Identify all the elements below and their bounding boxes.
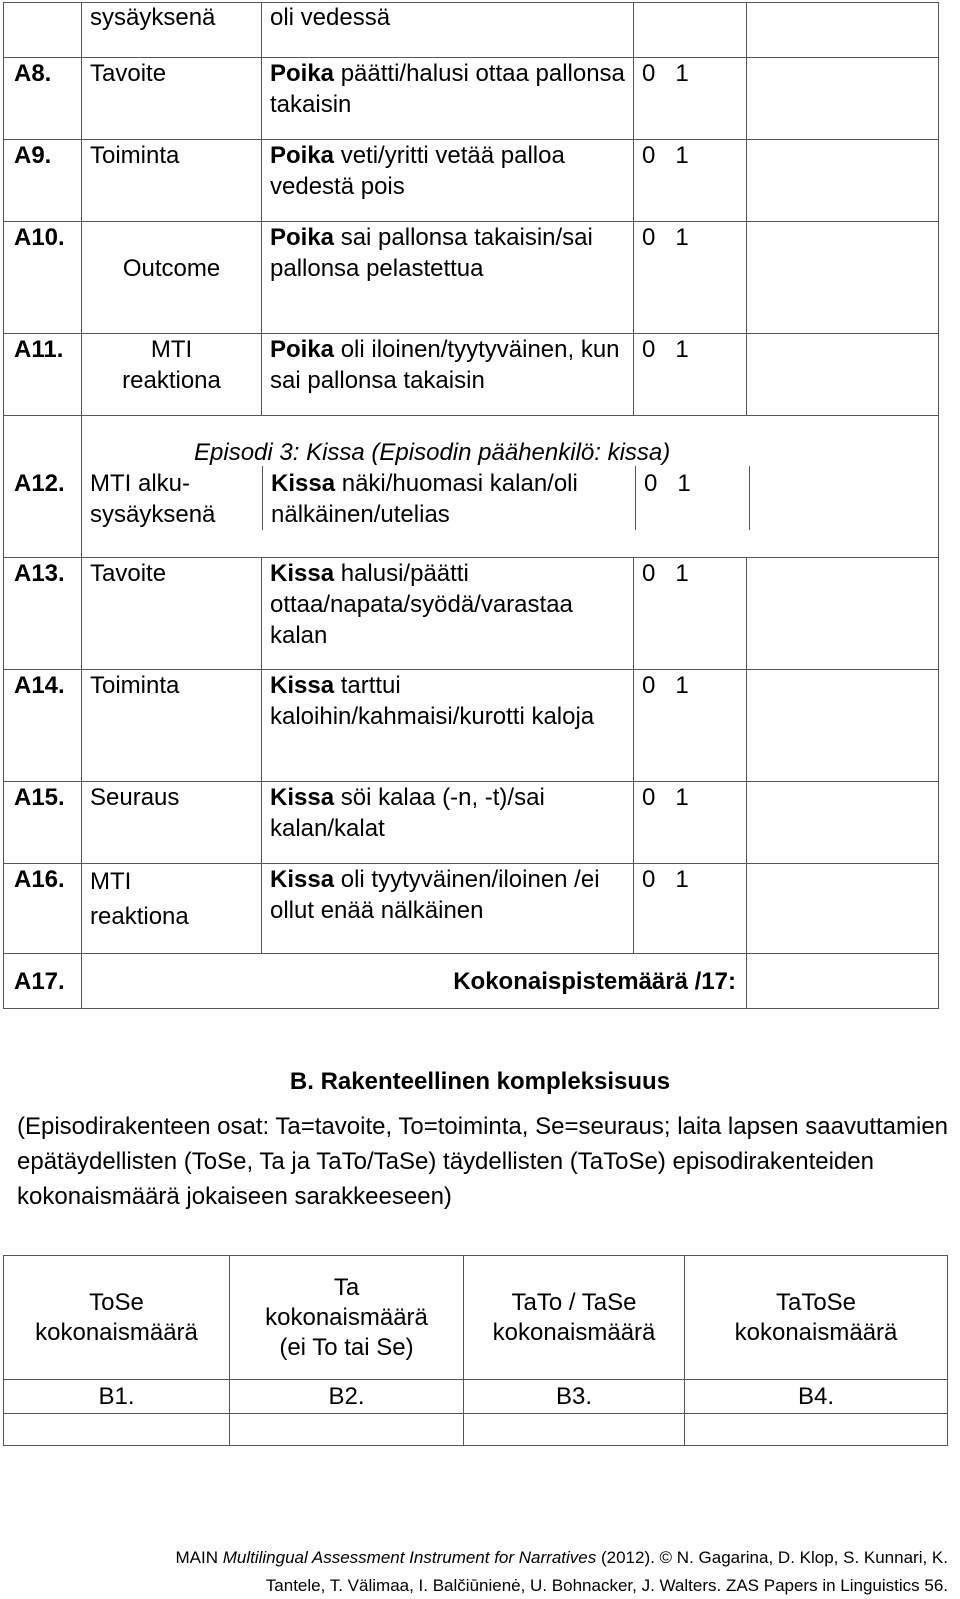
table-row xyxy=(4,334,939,416)
episode-heading: Episodi 3: Kissa (Episodin päähenkilö: kissa) xyxy=(194,439,671,466)
blank-cell xyxy=(747,58,939,140)
score-options: 0 1 xyxy=(634,670,747,782)
description-text: tarttui kaloihin/kahmaisi/kurotti kaloja xyxy=(270,672,595,730)
episode-first-row xyxy=(82,468,938,530)
description-text: oli iloinen/tyytyväinen, kun sai pallonsa takaisin xyxy=(270,336,620,394)
totals-table xyxy=(3,1255,948,1446)
section-instructions: (Episodirakenteen osat: Ta=tavoite, To=toiminta, Se=seuraus; laita lapsen saavuttamien epätäydellisten (ToSe, Ta ja TaTo/TaSe) täydellisten (TaToSe) episodirakenteiden kokonaismäärä jokaiseen sarakkeeseen) xyxy=(17,1113,949,1210)
description-cell xyxy=(262,466,635,530)
row-id-cell xyxy=(4,3,82,58)
row-id: A8. xyxy=(4,58,82,140)
category-cell: sysäyksenä xyxy=(82,3,262,58)
table-row xyxy=(4,140,939,222)
score-options: 0 1 xyxy=(635,466,749,530)
description-cell xyxy=(262,334,634,416)
description-cell xyxy=(262,782,634,864)
scoring-table xyxy=(3,2,939,1009)
blank-cell xyxy=(747,3,939,58)
category-text: Outcome xyxy=(122,255,221,282)
totals-code-row xyxy=(4,1380,948,1414)
column-header-ta xyxy=(230,1256,464,1380)
table-row xyxy=(4,864,939,954)
row-id: A13. xyxy=(4,558,82,670)
description-text: oli tyytyväinen/iloinen /ei ollut enää nälkäinen xyxy=(270,866,600,924)
total-score-label: Kokonaispistemäärä /17: xyxy=(82,954,747,1009)
blank-cell xyxy=(747,670,939,782)
footer-title: Multilingual Assessment Instrument for Narratives xyxy=(222,1548,597,1567)
description-text: halusi/päätti ottaa/napata/syödä/varastaa kalan xyxy=(270,560,573,649)
row-id: A15. xyxy=(4,782,82,864)
blank-cell xyxy=(747,222,939,334)
row-id: A11. xyxy=(4,334,82,416)
totals-entry-row xyxy=(4,1414,948,1446)
score-options: 0 1 xyxy=(634,864,747,954)
score-options: 0 1 xyxy=(634,782,747,864)
blank-cell xyxy=(747,782,939,864)
subject-label: Kissa xyxy=(270,560,335,587)
footer-suffix: (2012). © N. Gagarina, D. Klop, S. Kunnari, K. xyxy=(596,1548,948,1567)
description-text: päätti/halusi ottaa pallonsa takaisin xyxy=(270,60,625,118)
footer-prefix: MAIN xyxy=(175,1548,223,1567)
description-text: veti/yritti vetää palloa vedestä pois xyxy=(270,142,565,200)
total-score-field xyxy=(747,954,939,1009)
subject-label: Kissa xyxy=(270,784,335,811)
header-line: TaToSe xyxy=(775,1288,857,1316)
score-cell xyxy=(634,3,747,58)
table-row xyxy=(4,782,939,864)
score-options: 0 1 xyxy=(634,558,747,670)
total-entry-cell xyxy=(685,1414,948,1446)
totals-header-row xyxy=(4,1256,948,1380)
row-id: A10. xyxy=(4,222,82,334)
blank-cell xyxy=(749,466,938,530)
total-entry-cell xyxy=(464,1414,685,1446)
total-entry-cell xyxy=(230,1414,464,1446)
header-line: kokonaismäärä xyxy=(265,1303,428,1331)
score-options: 0 1 xyxy=(634,334,747,416)
table-row xyxy=(4,954,939,1009)
row-id: A9. xyxy=(4,140,82,222)
description-cell xyxy=(262,670,634,782)
category-cell xyxy=(82,222,262,334)
subject-label: Poika xyxy=(270,224,335,251)
header-line: TaTo / TaSe xyxy=(511,1288,637,1316)
header-line: kokonaismäärä xyxy=(734,1318,898,1346)
column-header-tatose xyxy=(685,1256,948,1380)
section-title: B. Rakenteellinen kompleksisuus xyxy=(289,1068,671,1095)
table-row xyxy=(4,58,939,140)
description-text: sai pallonsa takaisin/sai pallonsa pelastettua xyxy=(270,224,593,282)
row-id: A17. xyxy=(4,954,82,1009)
table-row xyxy=(4,222,939,334)
score-options: 0 1 xyxy=(634,58,747,140)
row-id xyxy=(4,416,82,558)
description-cell: oli vedessä xyxy=(262,3,634,58)
footer-citation-line-1 xyxy=(176,1544,949,1571)
column-header-tato-tase xyxy=(464,1256,685,1380)
subject-label: Poika xyxy=(270,60,335,87)
header-line: kokonaismäärä xyxy=(492,1318,656,1346)
category-cell: MTI alku-sysäyksenä xyxy=(90,470,216,528)
header-line: kokonaismäärä xyxy=(35,1318,198,1346)
row-id: A14. xyxy=(4,670,82,782)
score-options: 0 1 xyxy=(634,222,747,334)
column-code: B4. xyxy=(685,1380,948,1414)
header-line: Ta xyxy=(333,1273,360,1301)
blank-cell xyxy=(747,140,939,222)
subject-label: Kissa xyxy=(270,866,335,893)
blank-cell xyxy=(747,864,939,954)
row-id: A16. xyxy=(4,864,82,954)
footer-citation-line-2: Tantele, T. Välimaa, I. Balčiūnienė, U. Bohnacker, J. Walters. ZAS Papers in Linguistics 56. xyxy=(265,1576,948,1595)
total-entry-cell xyxy=(4,1414,230,1446)
description-text: näki/huomasi kalan/oli nälkäinen/utelias xyxy=(271,470,578,528)
column-header-tose xyxy=(4,1256,230,1380)
column-code: B2. xyxy=(230,1380,464,1414)
column-code: B3. xyxy=(464,1380,685,1414)
description-text: söi kalaa (-n, -t)/sai kalan/kalat xyxy=(270,784,545,842)
row-id-text: A12. xyxy=(14,470,65,497)
score-options: 0 1 xyxy=(634,140,747,222)
header-line: (ei To tai Se) xyxy=(279,1333,414,1361)
description-cell xyxy=(262,58,634,140)
blank-cell xyxy=(747,334,939,416)
subject-label: Kissa xyxy=(271,470,336,497)
description-cell xyxy=(262,864,634,954)
description-cell xyxy=(262,222,634,334)
category-cell: Toiminta xyxy=(82,670,262,782)
category-cell: Tavoite xyxy=(82,558,262,670)
category-cell: MTI reaktiona xyxy=(82,864,262,954)
table-row xyxy=(4,558,939,670)
subject-label: Poika xyxy=(270,336,335,363)
category-cell: Tavoite xyxy=(82,58,262,140)
description-cell xyxy=(262,558,634,670)
category-cell: Toiminta xyxy=(82,140,262,222)
table-row xyxy=(4,3,939,58)
episode-cell xyxy=(82,416,939,558)
column-code: B1. xyxy=(4,1380,230,1414)
category-cell: MTI reaktiona xyxy=(82,334,262,416)
table-row xyxy=(4,416,939,558)
blank-cell xyxy=(747,558,939,670)
table-row xyxy=(4,670,939,782)
category-cell: Seuraus xyxy=(82,782,262,864)
header-line: ToSe xyxy=(89,1288,144,1316)
description-cell xyxy=(262,140,634,222)
subject-label: Kissa xyxy=(270,672,335,699)
subject-label: Poika xyxy=(270,142,335,169)
